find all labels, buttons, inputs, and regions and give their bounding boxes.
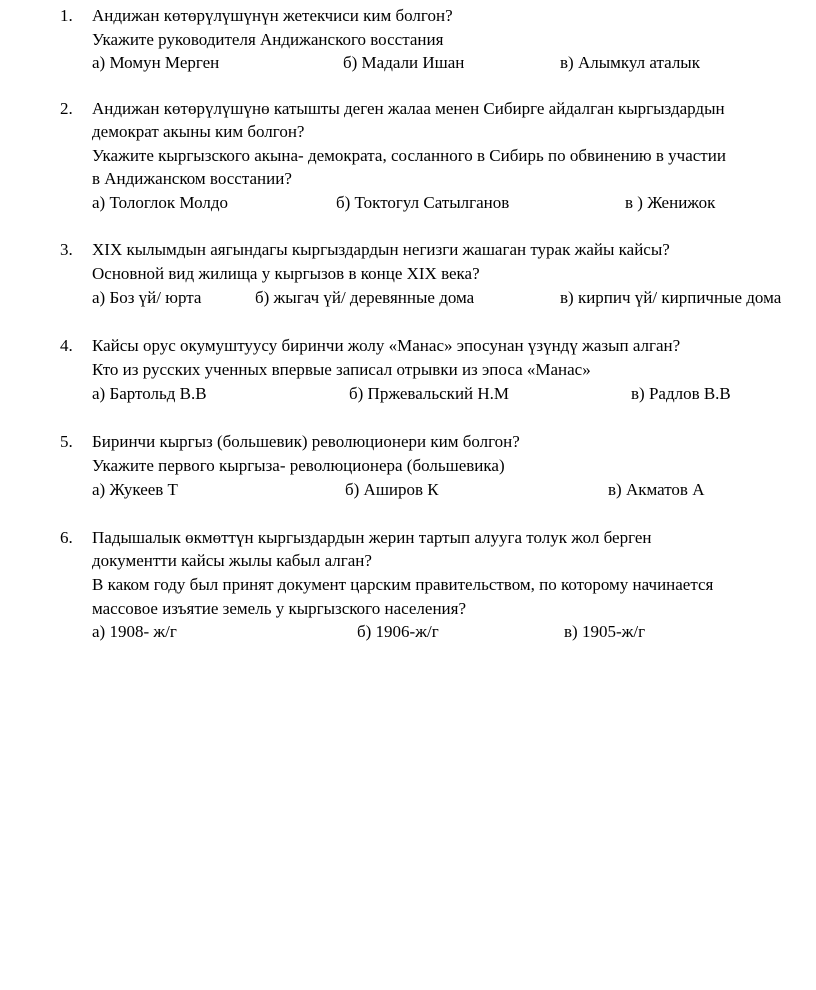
- question-text-russian: Кто из русских ученных впервые записал отрывки из эпоса «Манас»: [92, 360, 591, 379]
- question-text-kyrgyz: XIX кылымдын аягындагы кыргыздардын негизги жашаган турак жайы кайсы?: [92, 240, 670, 259]
- question-text-russian: В каком году был принят документ царским правительством, по которому начинается: [92, 575, 714, 594]
- question-text-kyrgyz: Падышалык өкмөттүн кыргыздардын жерин тартып алууга толук жол берген: [92, 528, 652, 547]
- answer-option-b: б) 1906-ж/г: [357, 622, 439, 641]
- question-number: 3.: [60, 240, 73, 259]
- answer-option-v: в) Алымкул аталык: [560, 53, 700, 72]
- question-number: 4.: [60, 336, 73, 355]
- question-text-kyrgyz: Андижан көтөрүлүшүнө катышты деген жалаа менен Сибирге айдалган кыргыздардын: [92, 99, 725, 118]
- answer-option-b: б) Мадали Ишан: [343, 53, 465, 72]
- answer-option-a: а) Тологлок Молдо: [92, 193, 229, 212]
- question-text-kyrgyz: Биринчи кыргыз (большевик) революционери ким болгон?: [92, 432, 520, 451]
- question-text-russian: Укажите первого кыргыза- революционера (большевика): [92, 456, 505, 475]
- answer-option-v: в) 1905-ж/г: [564, 622, 646, 641]
- answer-option-v: в) Радлов В.В: [631, 384, 731, 403]
- question-text-russian: Укажите руководителя Андижанского восстания: [92, 30, 444, 49]
- answer-option-a: а) Жукеев Т: [92, 480, 178, 499]
- question-text-kyrgyz-cont: документти кайсы жылы кабыл алган?: [92, 551, 372, 570]
- answer-option-v: в) Акматов А: [608, 480, 705, 499]
- question-text-russian-cont: массовое изъятие земель у кыргызского населения?: [92, 599, 467, 618]
- question-text-russian: Укажите кыргызского акына- демократа, сосланного в Сибирь по обвинению в участии: [92, 146, 726, 165]
- answer-option-b: б) Аширов К: [345, 480, 439, 499]
- question-text-kyrgyz: Андижан көтөрүлүшүнүн жетекчиси ким болгон?: [92, 6, 453, 25]
- answer-option-b: б) жыгач үй/ деревянные дома: [255, 288, 475, 307]
- question-text-kyrgyz: Кайсы орус окумуштуусу биринчи жолу «Манас» эпосунан үзүндү жазып алган?: [92, 336, 681, 355]
- answer-option-v: в) кирпич үй/ кирпичные дома: [560, 288, 782, 307]
- question-text-kyrgyz-cont: демократ акыны ким болгон?: [92, 122, 305, 141]
- answer-option-a: а) Боз үй/ юрта: [92, 288, 202, 307]
- answer-option-v: в ) Женижок: [625, 193, 716, 212]
- answer-option-a: а) Бартольд В.В: [92, 384, 207, 403]
- answer-option-b: б) Пржевальский Н.М: [349, 384, 510, 403]
- question-text-russian-cont: в Андижанском восстании?: [92, 169, 292, 188]
- answer-option-a: а) 1908- ж/г: [92, 622, 177, 641]
- question-number: 6.: [60, 528, 73, 547]
- answer-option-a: а) Момун Мерген: [92, 53, 220, 72]
- question-number: 5.: [60, 432, 73, 451]
- question-number: 2.: [60, 99, 73, 118]
- answer-option-b: б) Токтогул Сатылганов: [336, 193, 510, 212]
- question-text-russian: Основной вид жилища у кыргызов в конце XIX века?: [92, 264, 480, 283]
- question-number: 1.: [60, 6, 73, 25]
